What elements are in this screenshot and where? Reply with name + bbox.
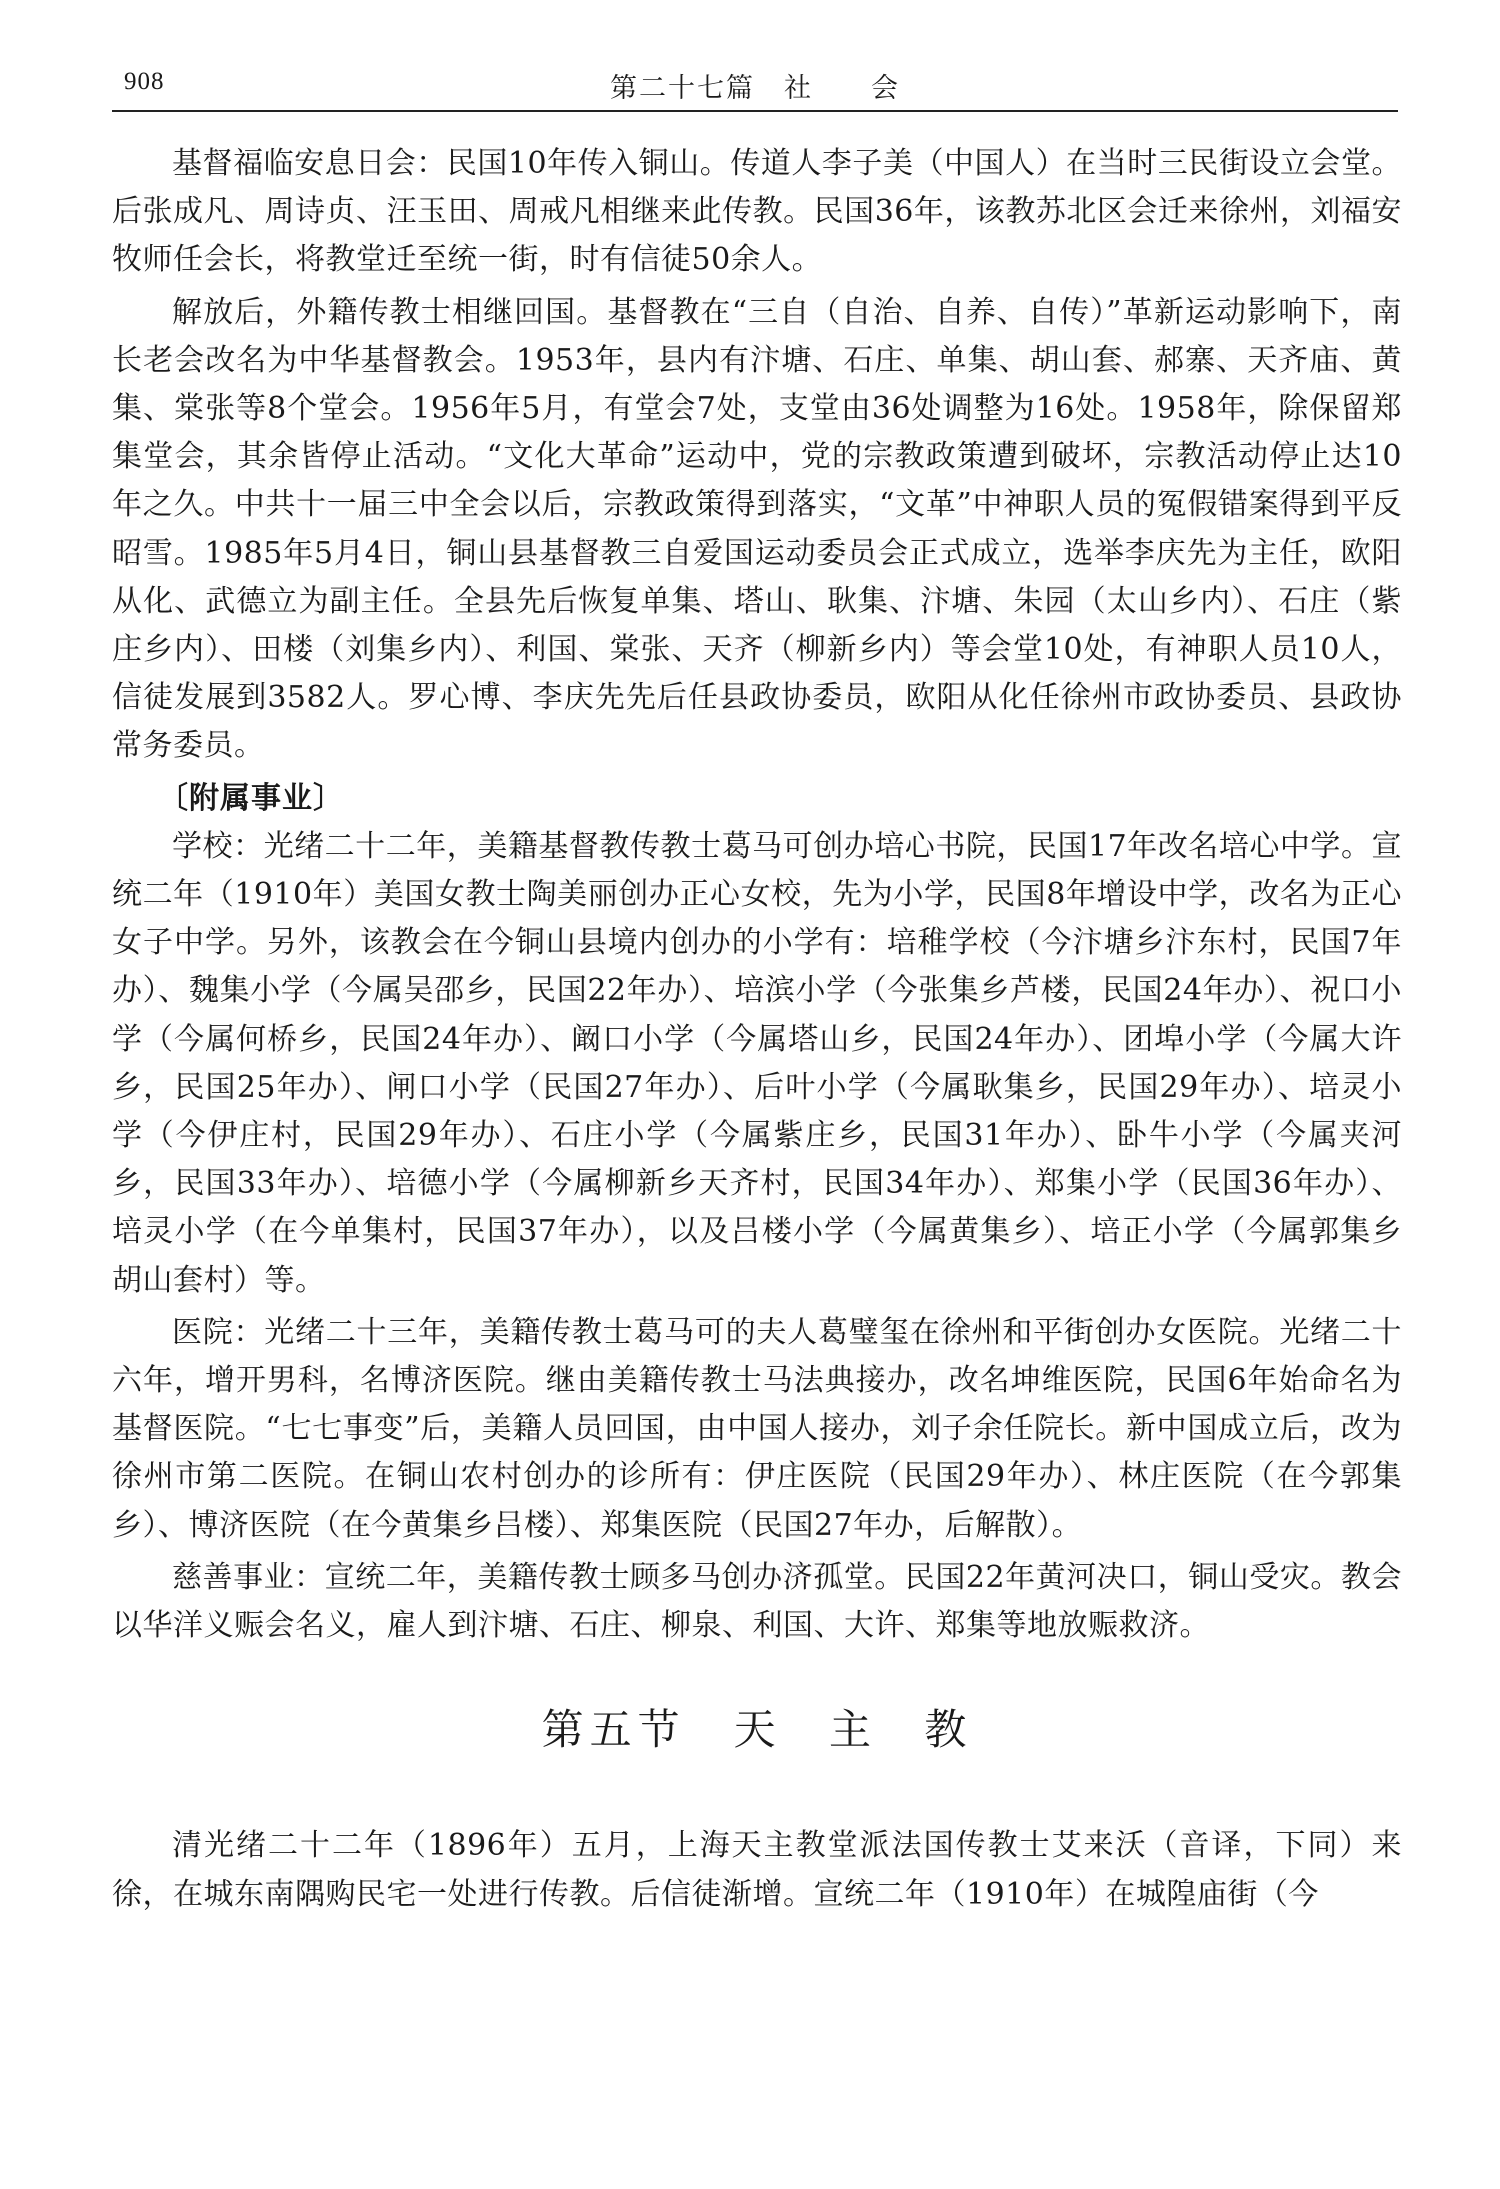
paragraph-after-liberation: 解放后，外籍传教士相继回国。基督教在“三自（自治、自养、自传）”革新运动影响下，南长老会改名为中华基督教会。1953年，县内有汴塘、石庄、单集、胡山套、郝寨、天齐庙、黄集、棠张等8个堂会。1956年5月，有堂会7处，支堂由36处调整为16处。1958年，除保留郑集堂会，其余皆停止活动。“文化大革命”运动中，党的宗教政策遭到破坏，宗教活动停止达10年之久。中共十一届三中全会以后，宗教政策得到落实，“文革”中神职人员的冤假错案得到平反昭雪。1985年5月4日，铜山县基督教三自爱国运动委员会正式成立，选举李庆先为主任，欧阳从化、武德立为副主任。全县先后恢复单集、塔山、耿集、汴塘、朱园（太山乡内）、石庄（紫庄乡内）、田楼（刘集乡内）、利国、棠张、天齐（柳新乡内）等会堂10处，有神职人员10人，信徒发展到3582人。罗心博、李庆先先后任县政协委员，欧阳从化任徐州市政协委员、县政协常务委员。 bbox=[112, 294, 1402, 764]
subsection-heading: 〔附属事业〕 bbox=[158, 780, 344, 816]
paragraph-schools: 学校：光绪二十二年，美籍基督教传教士葛马可创办培心书院，民国17年改名培心中学。宣统二年（1910年）美国女教士陶美丽创办正心女校，先为小学，民国8年增设中学，改名为正心女子中学。另外，该教会在今铜山县境内创办的小学有：培稚学校（今汴塘乡汴东村，民国7年办）、魏集小学（今属吴邵乡，民国22年办）、培滨小学（今张集乡芦楼，民国24年办）、祝口小学（今属何桥乡，民国24年办）、阚口小学（今属塔山乡，民国24年办）、团埠小学（今属大许乡，民国25年办）、闸口小学（民国27年办）、后叶小学（今属耿集乡，民国29年办）、培灵小学（今伊庄村，民国29年办）、石庄小学（今属紫庄乡，民国31年办）、卧牛小学（今属夹河乡，民国33年办）、培德小学（今属柳新乡天齐村，民国34年办）、郑集小学（民国36年办）、培灵小学（在今单集村，民国37年办），以及吕楼小学（今属黄集乡）、培正小学（今属郭集乡胡山套村）等。 bbox=[112, 828, 1402, 1298]
section-heading: 第五节 天 主 教 bbox=[541, 1705, 973, 1755]
header-rule bbox=[112, 110, 1398, 112]
paragraph-catholicism: 清光绪二十二年（1896年）五月，上海天主教堂派法国传教士艾来沃（音译，下同）来徐，在城东南隅购民宅一处进行传教。后信徒渐增。宣统二年（1910年）在城隍庙街（今 bbox=[112, 1828, 1402, 1912]
paragraph-hospitals: 医院：光绪二十三年，美籍传教士葛马可的夫人葛璧玺在徐州和平街创办女医院。光绪二十六年，增开男科，名博济医院。继由美籍传教士马法典接办，改名坤维医院，民国6年始命名为基督医院。“七七事变”后，美籍人员回国，由中国人接办，刘子余任院长。新中国成立后，改为徐州市第二医院。在铜山农村创办的诊所有：伊庄医院（民国29年办）、林庄医院（在今郭集乡）、博济医院（在今黄集乡吕楼）、郑集医院（民国27年办，后解散）。 bbox=[112, 1314, 1402, 1543]
running-header bbox=[112, 62, 1398, 110]
chapter-title: 第二十七篇 社 会 bbox=[610, 73, 900, 104]
paragraph-adventist-church: 基督福临安息日会：民国10年传入铜山。传道人李子美（中国人）在当时三民街设立会堂。后张成凡、周诗贞、汪玉田、周戒凡相继来此传教。民国36年，该教苏北区会迁来徐州，刘福安牧师任会长，将教堂迁至统一街，时有信徒50余人。 bbox=[112, 146, 1402, 278]
page-number: 908 bbox=[124, 68, 165, 95]
paragraph-charity: 慈善事业：宣统二年，美籍传教士顾多马创办济孤堂。民国22年黄河决口，铜山受灾。教会以华洋义赈会名义，雇人到汴塘、石庄、柳泉、利国、大许、郑集等地放赈救济。 bbox=[112, 1559, 1402, 1644]
document-body bbox=[112, 140, 1402, 1923]
